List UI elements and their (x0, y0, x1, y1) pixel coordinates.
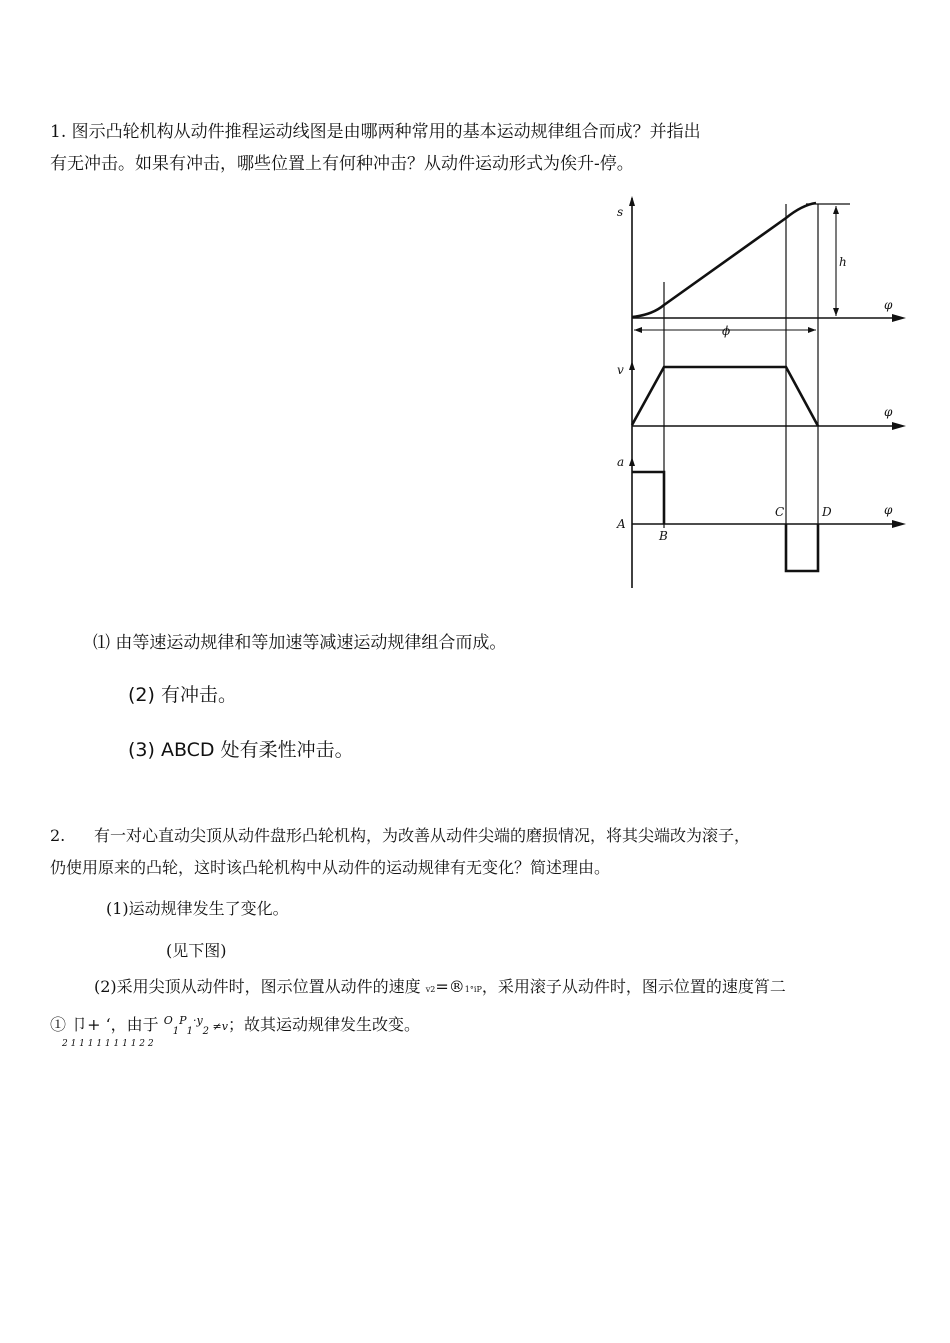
label-a: a (617, 455, 625, 469)
label-h: h (839, 255, 847, 269)
answer-2-note: (见下图) (166, 941, 227, 960)
phi-left-arrow-icon (634, 327, 642, 333)
formula-y-sub: 2 (202, 1026, 210, 1037)
label-phi-v: φ (884, 405, 893, 419)
question-2-line-1 (50, 820, 750, 852)
formula-P-sub: 1 (186, 1026, 193, 1037)
question-2 (50, 820, 750, 884)
label-s: s (617, 205, 624, 219)
a-curve-negative (786, 524, 818, 571)
cam-motion-svg (610, 194, 910, 594)
label-A: A (617, 517, 626, 531)
s-curve (632, 203, 816, 317)
h-up-arrow-icon (833, 206, 839, 214)
label-D: D (822, 505, 832, 519)
formula-eq: =® (435, 977, 465, 996)
label-v: v (617, 363, 624, 377)
question-1 (50, 116, 701, 180)
formula-neq: ≠v (209, 1020, 228, 1033)
s-phi-arrow-icon (892, 314, 906, 322)
answer-2-2-line-1 (94, 974, 786, 997)
answer-2-subscripts: 2 1 1 1 1 1 1 1 1 2 2 (62, 1039, 154, 1049)
answer-1-2: (2) 有冲击。 (128, 684, 237, 706)
formula-O: O (163, 1014, 173, 1027)
v-curve (632, 367, 818, 426)
phi-right-arrow-icon (808, 327, 816, 333)
answer-2-2-line-2 (50, 1012, 420, 1035)
a-axis-arrow-icon (629, 457, 635, 466)
question-1-line-2: 有无冲击。如果有冲击，哪些位置上有何种冲击？从动件运动形式为俟升-停。 (50, 154, 634, 174)
question-2-line-1-text: 有一对心直动尖顶从动件盘形凸轮机构，为改善从动件尖端的磨损情况，将其尖端改为滚子， (94, 826, 751, 845)
answer-2-1: (1)运动规律发生了变化。 (106, 899, 289, 918)
h-down-arrow-icon (833, 308, 839, 316)
a-curve-positive (632, 472, 664, 524)
formula-v-sub: 2 (430, 985, 436, 994)
label-phi-span: ϕ (722, 324, 731, 338)
cam-motion-diagram (610, 194, 910, 599)
formula-P: P (179, 1014, 187, 1027)
label-C: C (775, 505, 785, 519)
answer-2-2-line-2-end: ；故其运动规律发生改变。 (227, 1015, 420, 1034)
formula-v: v (425, 985, 431, 994)
question-2-line-2: 仍使用原来的凸轮，这时该凸轮机构中从动件的运动规律有无变化？简述理由。 (50, 858, 611, 877)
v-phi-arrow-icon (892, 422, 906, 430)
label-phi-a: φ (884, 503, 893, 517)
question-1-line-1: 1. 图示凸轮机构从动件推程运动线图是由哪两种常用的基本运动规律组合而成？并指出 (50, 122, 701, 142)
s-axis-arrow-icon (629, 196, 635, 206)
answer-2-2-line-2-start: ① 卩+ ‘，由于 (50, 1015, 164, 1034)
answer-2-2-part-1: (2)采用尖顶从动件时，图示位置从动件的速度 (94, 977, 421, 996)
answer-1-1: ⑴ 由等速运动规律和等加速等减速运动规律组合而成。 (93, 633, 507, 653)
formula-y: ·y (192, 1014, 203, 1027)
answer-2-2-part-2: ，采用滚子从动件时，图示位置的速度筲二 (481, 977, 786, 996)
label-phi-s: φ (884, 298, 893, 312)
a-phi-arrow-icon (892, 520, 906, 528)
v-axis-arrow-icon (629, 361, 635, 370)
formula-tail: 1°iP (464, 985, 482, 994)
label-B: B (659, 529, 668, 543)
formula-O-sub: 1 (172, 1026, 180, 1037)
answer-1-3: (3) ABCD 处有柔性冲击。 (128, 739, 354, 761)
question-2-number: 2. (50, 826, 66, 845)
